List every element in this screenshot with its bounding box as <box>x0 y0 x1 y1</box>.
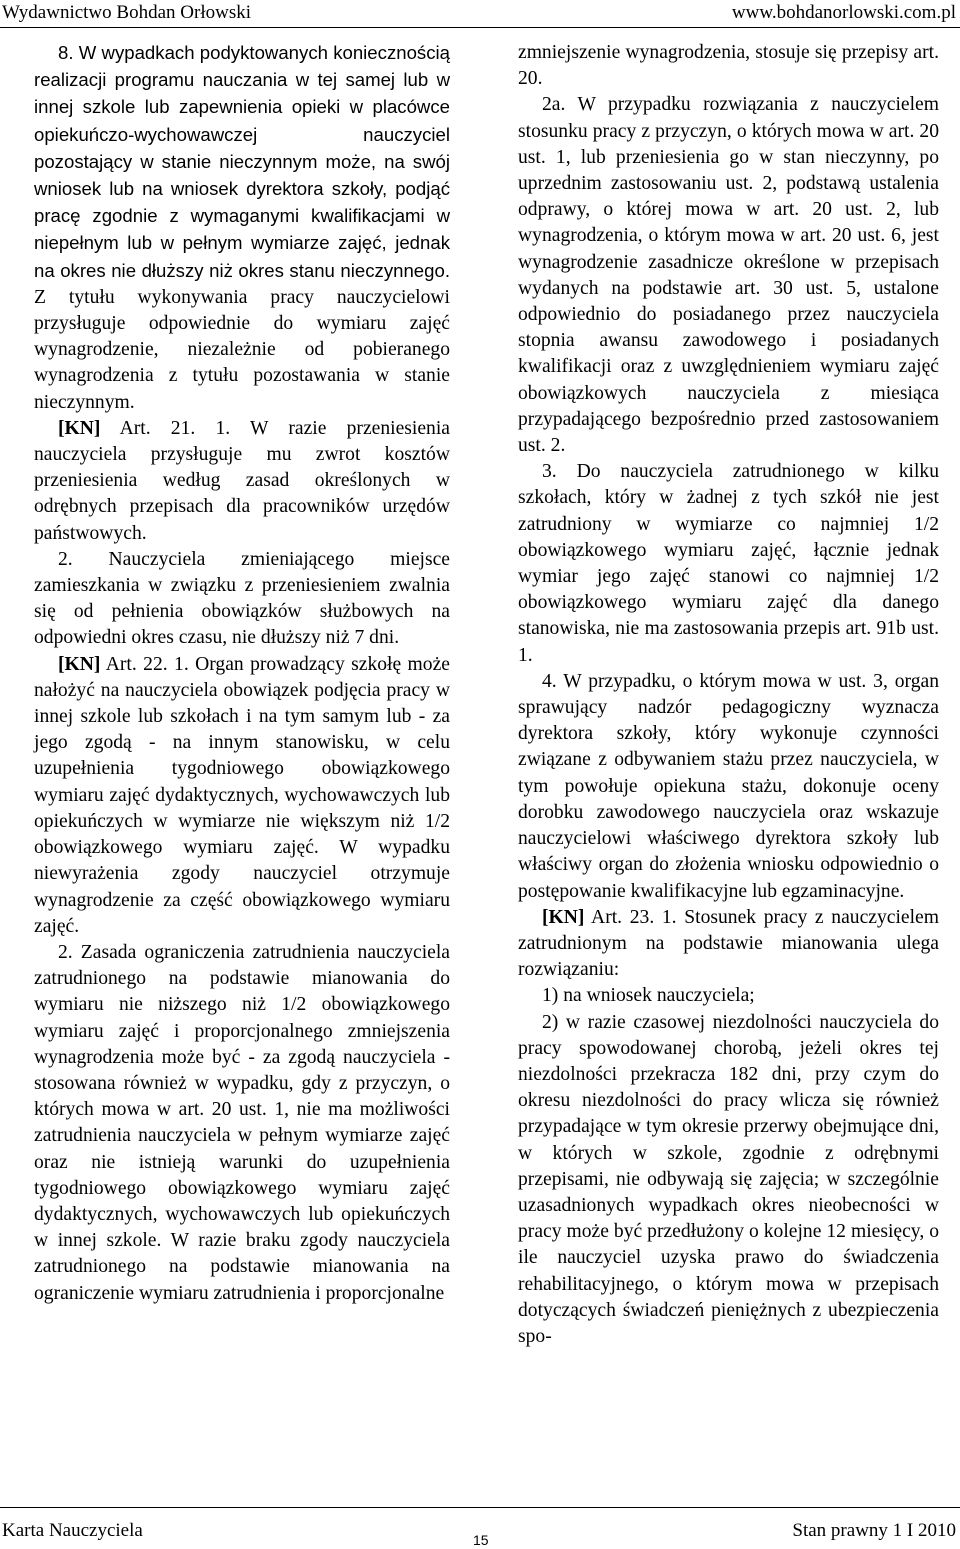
article-22 <box>34 652 450 940</box>
footer-divider <box>0 1507 960 1508</box>
list-item-1: 1) na wniosek nauczyciela; <box>542 985 755 1007</box>
paragraph-3: 3. Do nauczyciela zatrudnionego w kilku szkołach, który w żadnej z tych szkół nie jest zatrudniony w wymiarze co najmniej 1/2 obowiązkowego wymiaru zajęć, łącznie jednak wymiar jego zajęć stanowi co najmniej 1/2 obowiązkowego wymiaru zajęć dla danego stanowiska, nie ma zastosowania przepis art. 91b ust. 1. <box>518 461 939 666</box>
paragraph-8-serif-text: Z tytułu wykonywania pracy nauczycielowi przysługuje odpowiednie do wymiaru zajęć wynagrodzenie, niezależnie od pobieranego wynagrodzenia z tytułu pozostawania w stanie nieczynnym. <box>34 286 450 413</box>
article-21-text: Art. 21. 1. W razie przeniesienia nauczyciela przysługuje mu zwrot kosztów przeniesienia według zasad określonych w odrębnych przepisach dla pracowników urzędów państwowych. <box>34 417 450 544</box>
article-22-text: Art. 22. 1. Organ prowadzący szkołę może nałożyć na nauczyciela obowiązek podjęcia pracy w innej szkole lub szkołach i na tym samym lub - za jego zgodą - na innym stanowisku, w celu uzupełnienia tygodniowego obowiązkowego wymiaru zajęć dydaktycznych, wychowawczych lub opiekuńczych w wymiarze nie większym niż 1/2 obowiązkowego wymiaru zajęć. W wypadku niewyrażenia zgody nauczyciel otrzymuje wynagrodzenie za część obowiązkowego wymiaru zajęć. <box>34 653 450 937</box>
right-column <box>518 40 939 1350</box>
page-footer <box>0 1507 960 1549</box>
list-item-2: 2) w razie czasowej niezdolności nauczyciela do pracy spowodowanej chorobą, jeżeli okres tej niezdolności przekracza 182 dni, przy czym do okresu niezdolności do pracy wlicza się również przypadające w tym okresie przerwy obejmujące dni, w których w szkole, zgodnie z odrębnymi przepisami, nie odbywają się zajęcia; w szczególnie uzasadnionych wypadkach okres nieobecności w pracy może być przedłużony o kolejne 12 miesięcy, o ile nauczyciel uzyska prawo do świadczenia rehabilitacyjnego, o którym mowa w przepisach dotyczących świadczeń pieniężnych z ubezpieczenia spo- <box>518 1011 939 1347</box>
document-title: Karta Nauczyciela <box>2 1520 143 1541</box>
kn-tag: [KN] <box>542 906 585 928</box>
paragraph-2a: 2a. W przypadku rozwiązania z nauczycielem stosunku pracy z przyczyn, o których mowa w art. 20 ust. 1, lub przeniesienia go w stan nieczynny, po uprzednim zastosowaniu ust. 2, podstawą ustalenia odprawy, o której mowa w art. 20 ust. 2, lub wynagrodzenia, o którym mowa w art. 20 ust. 6, jest wynagrodzenie zasadnicze określone w przepisach wydanych na podstawie art. 30 ust. 5, ustalone odpowiednio do posiadanego przez nauczyciela stopnia awansu zawodowego i posiadanych kwalifikacji oraz z uwzględnieniem wymiaru zajęć obowiązkowych nauczyciela z miesiąca przypadającego bezpośrednio przed zastosowaniem ust. 2. <box>518 94 939 457</box>
article-21-paragraph-2: 2. Nauczyciela zmieniającego miejsce zamieszkania w związku z przeniesieniem zwalnia się od pełnienia obowiązków służbowych na odpowiedni okres czasu, nie dłuższy niż 7 dni. <box>34 548 450 649</box>
publisher-name: Wydawnictwo Bohdan Orłowski <box>2 2 251 23</box>
page-number: 15 <box>473 1532 489 1548</box>
paragraph-8 <box>34 40 450 416</box>
header-divider <box>0 27 960 28</box>
legal-status-date: Stan prawny 1 I 2010 <box>792 1520 956 1541</box>
article-21 <box>34 416 450 547</box>
page-header <box>0 0 960 32</box>
paragraph-8-sans-text: 8. W wypadkach podyktowanych koniecznością realizacji programu nauczania w tej samej lub w innej szkole lub zapewnienia opieki w placówce opiekuńczo-wychowawczej nauczyciel pozostający w stanie nieczynnym może, na swój wniosek lub na wniosek dyrektora szkoły, podjąć pracę zgodnie z wymaganymi kwalifikacjami w niepełnym lub w pełnym wymiarze zajęć, jednak na okres nie dłuższy niż okres stanu nieczynnego. <box>34 42 450 281</box>
article-22-paragraph-2: 2. Zasada ograniczenia zatrudnienia nauczyciela zatrudnionego na podstawie mianowania do wymiaru nie niższego niż 1/2 obowiązkowego wymiaru zajęć i proporcjonalnego zmniejszenia wynagrodzenia może być - za zgodą nauczyciela - stosowana również w wypadku, gdy z przyczyn, o których mowa w art. 20 ust. 1, nie ma możliwości zatrudnienia nauczyciela w pełnym wymiarze zajęć oraz nie istnieją warunki do uzupełnienia tygodniowego obowiązkowego wymiaru zajęć dydaktycznych, wychowawczych lub opiekuńczych w innej szkole. W razie braku zgody nauczyciela zatrudnionego na podstawie mianowania na ograniczenie wymiaru zatrudnienia i proporcjonalne <box>34 941 450 1304</box>
left-column <box>34 40 450 1307</box>
article-23-text: Art. 23. 1. Stosunek pracy z nauczycielem zatrudnionym na podstawie mianowania ulega rozwiązaniu: <box>518 906 939 981</box>
continuation-text: zmniejszenie wynagrodzenia, stosuje się przepisy art. 20. <box>518 42 939 90</box>
paragraph-4: 4. W przypadku, o którym mowa w ust. 3, organ sprawujący nadzór pedagogiczny wyznacza dyrektora szkoły, który wykonuje czynności związane z odbywaniem stażu przez nauczyciela, w tym powołuje opiekuna stażu, dokonuje oceny dorobku zawodowego nauczyciela oraz wskazuje nauczycielowi właściwego dyrektora szkoły lub właściwy organ do złożenia wniosku odpowiednio o postępowanie kwalifikacyjne lub egzaminacyjne. <box>518 670 939 902</box>
article-23 <box>518 905 939 984</box>
kn-tag: [KN] <box>58 653 101 675</box>
kn-tag: [KN] <box>58 417 101 439</box>
publisher-website: www.bohdanorlowski.com.pl <box>731 2 956 23</box>
